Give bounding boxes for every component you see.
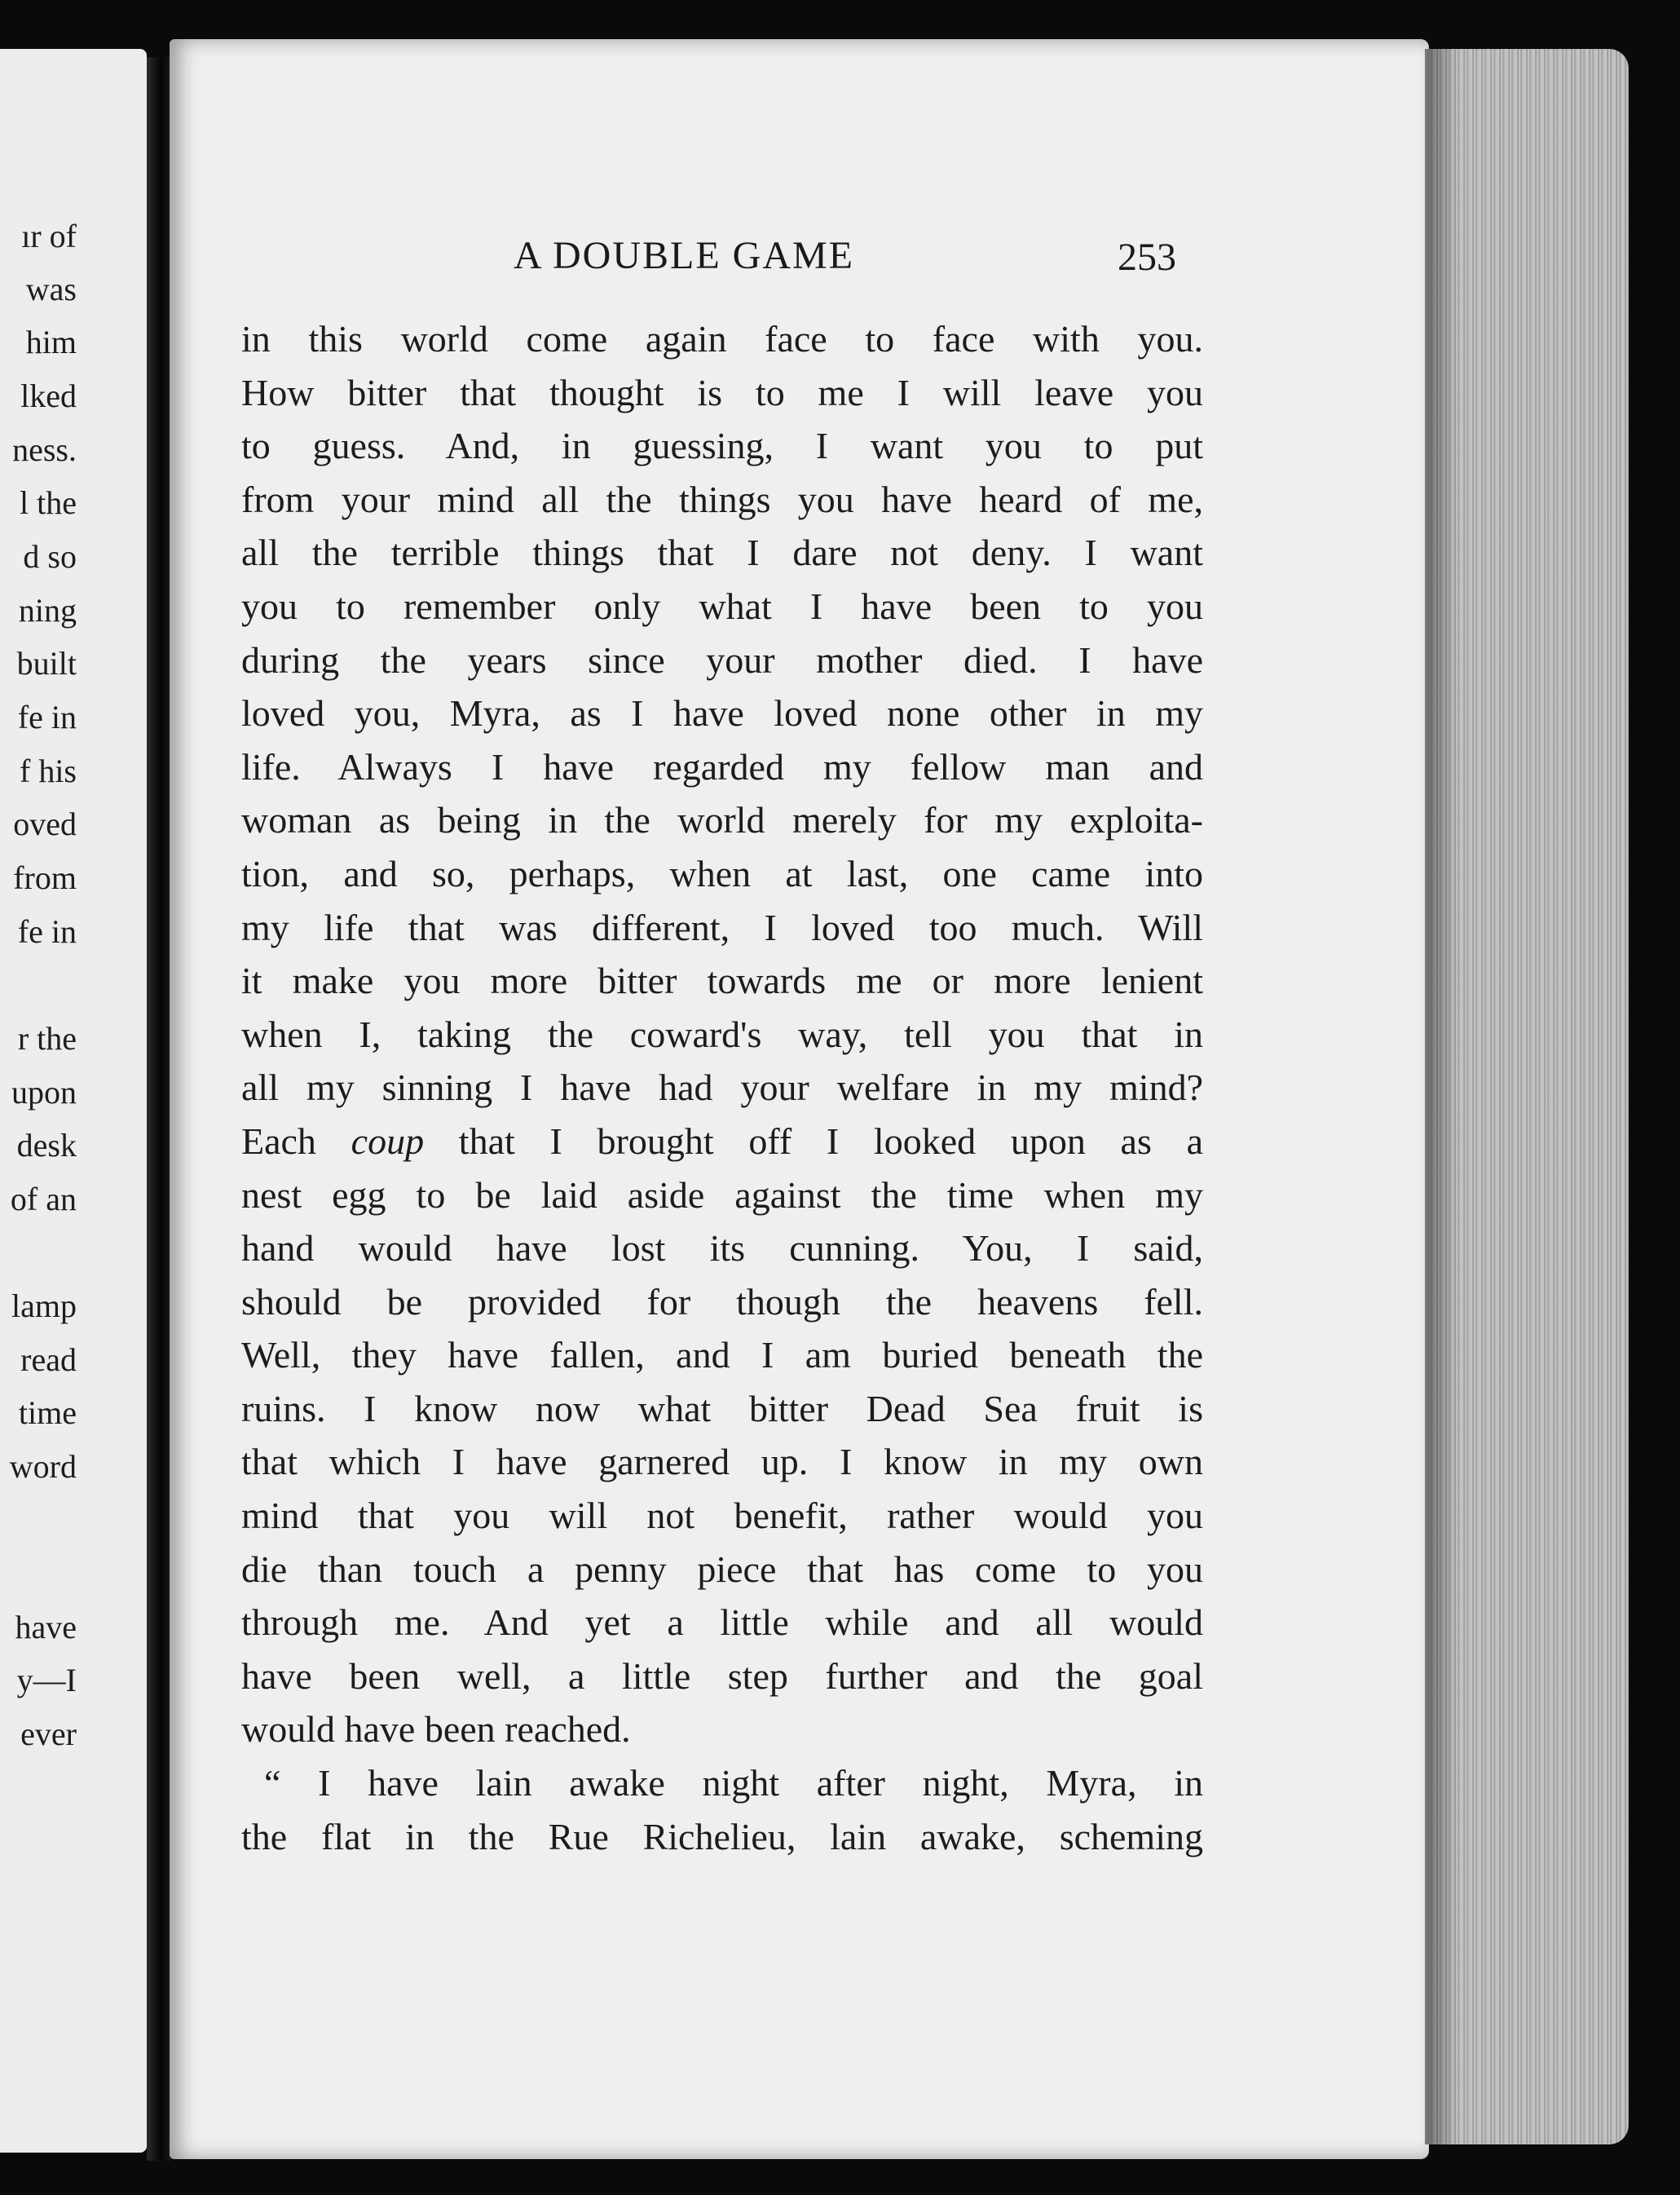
- text-line: all the terrible things that I dare not deny. I want: [241, 532, 1203, 574]
- text-line: loved you, Myra, as I have loved none other in my: [241, 692, 1203, 735]
- text-line: the flat in the Rue Richelieu, lain awake, scheming: [241, 1815, 1203, 1857]
- left-page-fragment: fe in: [17, 699, 77, 735]
- running-head: [170, 233, 1429, 282]
- text-line: that which I have garnered up. I know in my own: [241, 1441, 1203, 1483]
- left-page-fragment: from: [13, 859, 77, 896]
- left-page-fragment: read: [20, 1341, 77, 1378]
- text-line: should be provided for though the heavens fell.: [241, 1280, 1203, 1323]
- left-page-fragment: him: [25, 324, 77, 360]
- left-page-fragment: lked: [20, 378, 77, 414]
- text-line: through me. And yet a little while and all would: [241, 1601, 1203, 1644]
- left-page-fragment: f his: [20, 753, 77, 789]
- left-page-fragment: d so: [23, 538, 77, 575]
- left-page-fragment: time: [18, 1394, 77, 1431]
- page-edge-shadow: [1425, 49, 1457, 2144]
- left-page-fragment: desk: [16, 1127, 77, 1164]
- left-page-fragment: fe in: [17, 913, 77, 950]
- text-line: die than touch a penny piece that has come to you: [241, 1548, 1203, 1590]
- left-page-fragment: ning: [18, 592, 77, 629]
- text-line: when I, taking the coward's way, tell you that in: [241, 1013, 1203, 1055]
- text-line: in this world come again face to face with you.: [241, 318, 1203, 360]
- text-line: my life that was different, I loved too much. Will: [241, 906, 1203, 948]
- left-page-fragment: oved: [13, 806, 77, 842]
- previous-page: [0, 49, 147, 2153]
- text-line: have been well, a little step further and the goal: [241, 1654, 1203, 1697]
- text-line-coup: [241, 1115, 1203, 1168]
- left-page-fragment: was: [25, 271, 77, 307]
- text-line: you to remember only what I have been to you: [241, 585, 1203, 627]
- text-line: Well, they have fallen, and I am buried beneath the: [241, 1334, 1203, 1376]
- page-number: 253: [1118, 236, 1176, 279]
- left-page-fragment: word: [9, 1448, 77, 1485]
- text-line: hand would have lost its cunning. You, I said,: [241, 1227, 1203, 1270]
- left-page-fragment: l the: [20, 484, 77, 521]
- text-line: all my sinning I have had your welfare in my mind?: [241, 1067, 1203, 1109]
- text-line: “ I have lain awake night after night, Myra, in: [264, 1762, 1203, 1804]
- left-page-fragment: ness.: [12, 431, 77, 468]
- paragraph-end-line: would have been reached.: [241, 1708, 631, 1751]
- text-line: woman as being in the world merely for my exploita-: [241, 799, 1203, 841]
- left-page-fragment: ır of: [21, 218, 77, 254]
- text-line: it make you more bitter towards me or more lenient: [241, 960, 1203, 1002]
- left-page-fragment: ever: [20, 1716, 77, 1752]
- left-page-fragment: built: [16, 645, 77, 682]
- left-page-fragment: lamp: [11, 1287, 77, 1324]
- text-line: tion, and so, perhaps, when at last, one came into: [241, 852, 1203, 894]
- text-line: ruins. I know now what bitter Dead Sea fruit is: [241, 1387, 1203, 1429]
- left-page-fragment: y—I: [16, 1662, 77, 1698]
- book-gutter: [147, 57, 171, 2161]
- text-line: life. Always I have regarded my fellow man and: [241, 745, 1203, 788]
- text-line: to guess. And, in guessing, I want you to put: [241, 425, 1203, 467]
- text-line: How bitter that thought is to me I will leave you: [241, 371, 1203, 413]
- left-page-fragment: upon: [11, 1074, 77, 1111]
- coup-before: Each: [241, 1120, 351, 1162]
- text-line: mind that you will not benefit, rather would you: [241, 1495, 1203, 1537]
- left-page-fragment: have: [15, 1609, 77, 1645]
- left-page-fragment: of an: [10, 1181, 77, 1217]
- running-title: A DOUBLE GAME: [514, 234, 854, 277]
- text-line: nest egg to be laid aside against the time when my: [241, 1173, 1203, 1216]
- text-line: during the years since your mother died. I have: [241, 638, 1203, 681]
- coup-after: that I brought off I looked upon as a: [424, 1120, 1203, 1162]
- body-text: [241, 312, 1382, 1863]
- text-line: from your mind all the things you have heard of me,: [241, 478, 1203, 520]
- book-page: [170, 39, 1429, 2159]
- coup-italic: coup: [351, 1120, 425, 1162]
- left-page-fragment: r the: [17, 1020, 77, 1057]
